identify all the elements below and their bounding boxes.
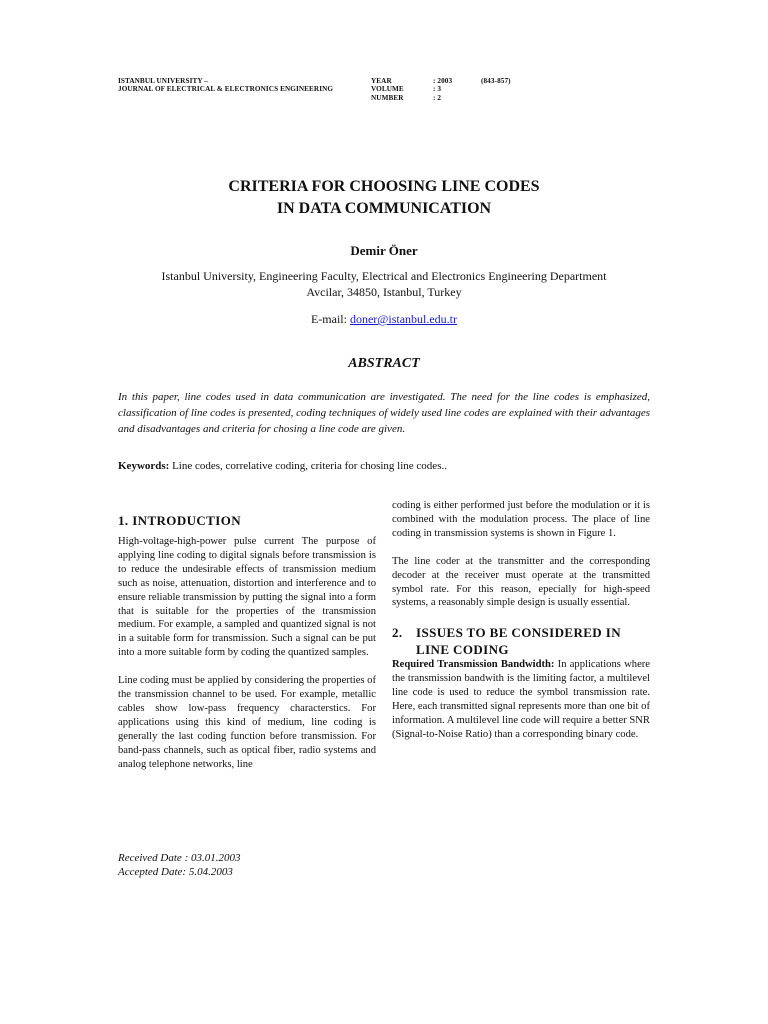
received-date: Received Date : 03.01.2003 [118, 852, 241, 864]
intro-paragraph-2: Line coding must be applied by considering the properties of the transmission channel to be used. For example, metallic cables show low-pass frequency characterstics. For applications using this kind of medium, line coding is generally the last coding function before transmission. For band-pass channels, such as optical fiber, radio systems and analog telephone networks, line [118, 675, 377, 770]
right-column [392, 499, 650, 742]
year-value: : 2003 [433, 77, 453, 85]
volume-label: VOLUME [371, 85, 404, 94]
affiliation-line-2: Avcilar, 34850, Istanbul, Turkey [306, 285, 462, 299]
title-line-1: CRITERIA FOR CHOOSING LINE CODES [228, 178, 540, 195]
abstract-heading: ABSTRACT [348, 356, 420, 371]
left-column [118, 512, 376, 772]
number-label: NUMBER [371, 93, 404, 102]
right-paragraph-1: coding is either performed just before the modulation or it is combined with the modulation process. The place of line coding in transmission systems is shown in Figure 1. [392, 500, 650, 539]
author-name: Demir Öner [350, 243, 418, 258]
journal-name [118, 77, 333, 94]
bandwidth-paragraph [392, 658, 650, 741]
volume-value: : 3 [433, 85, 442, 94]
journal-line-1: ISTANBUL UNIVERSITY – [118, 77, 208, 85]
bandwidth-text: In applications where the transmission bandwith is the limiting factor, a multilevel line code is used to reduce the symbol transmission rate. Here, each transmitted signal represents more than one bit of information. A multilevel line code will require a better SNR (Signal-to-Noise Ratio) than a corresponding binary code. [392, 659, 650, 740]
email-label: E-mail: [310, 312, 350, 326]
accepted-date: Accepted Date: 5.04.2003 [118, 866, 233, 878]
keywords-text: Line codes, correlative coding, criteria for chosing line codes.. [169, 460, 447, 472]
section-2-title-line-1: ISSUES TO BE CONSIDERED IN [416, 625, 621, 641]
issue-labels [371, 77, 404, 102]
journal-line-2: JOURNAL OF ELECTRICAL & ELECTRONICS ENGINEERING [118, 85, 334, 94]
dates [118, 851, 240, 879]
keywords-label: Keywords: [118, 460, 170, 472]
right-paragraph-2: The line coder at the transmitter and the corresponding decoder at the receiver must operate at the transmitted symbol rate. For this reason, epecially for high-speed systems, a reasonably simple design is usually essential. [392, 555, 650, 609]
year-label: YEAR [371, 77, 392, 85]
bandwidth-lead: Required Transmission Bandwidth: [392, 659, 555, 671]
abstract-text: In this paper, line codes used in data communication are investigated. The need for the line codes is emphasized, classification of line codes is presented, coding techniques of widely used line codes are explained with their advantages and disadvantages and criteria for chosing a line code are given. [118, 391, 650, 435]
issue-values [433, 77, 452, 102]
keywords [118, 458, 650, 474]
section-2-number: 2. [392, 625, 403, 641]
section-2-title-line-2: LINE CODING [416, 642, 509, 658]
email-line [0, 312, 768, 327]
section-2-heading [392, 624, 650, 658]
title-line-2: IN DATA COMMUNICATION [276, 200, 492, 217]
affiliation-line-1: Istanbul University, Engineering Faculty, Electrical and Electronics Engineering Department [161, 269, 607, 283]
number-value: : 2 [433, 93, 442, 102]
section-1-heading: 1. INTRODUCTION [118, 513, 242, 528]
affiliation [0, 268, 768, 300]
email-link[interactable]: doner@istanbul.edu.tr [349, 312, 458, 326]
page-range: (843-857) [481, 77, 511, 85]
paper-title [0, 176, 768, 220]
section-2-title [416, 624, 621, 658]
intro-paragraph-1: High-voltage-high-power pulse current The purpose of applying line coding to digital signals before transmission is to reduce the undesirable effects of transmission medium such as noise, attenuation, distortion and interference and to ensure reliable transmission by putting the signal into a form that is suitable for the properties of the transmission medium. For example, a sampled and quantized signal is not in a suitable form for transmission. Such a signal can be put into a more suitable form by coding the quantized samples. [118, 536, 376, 659]
